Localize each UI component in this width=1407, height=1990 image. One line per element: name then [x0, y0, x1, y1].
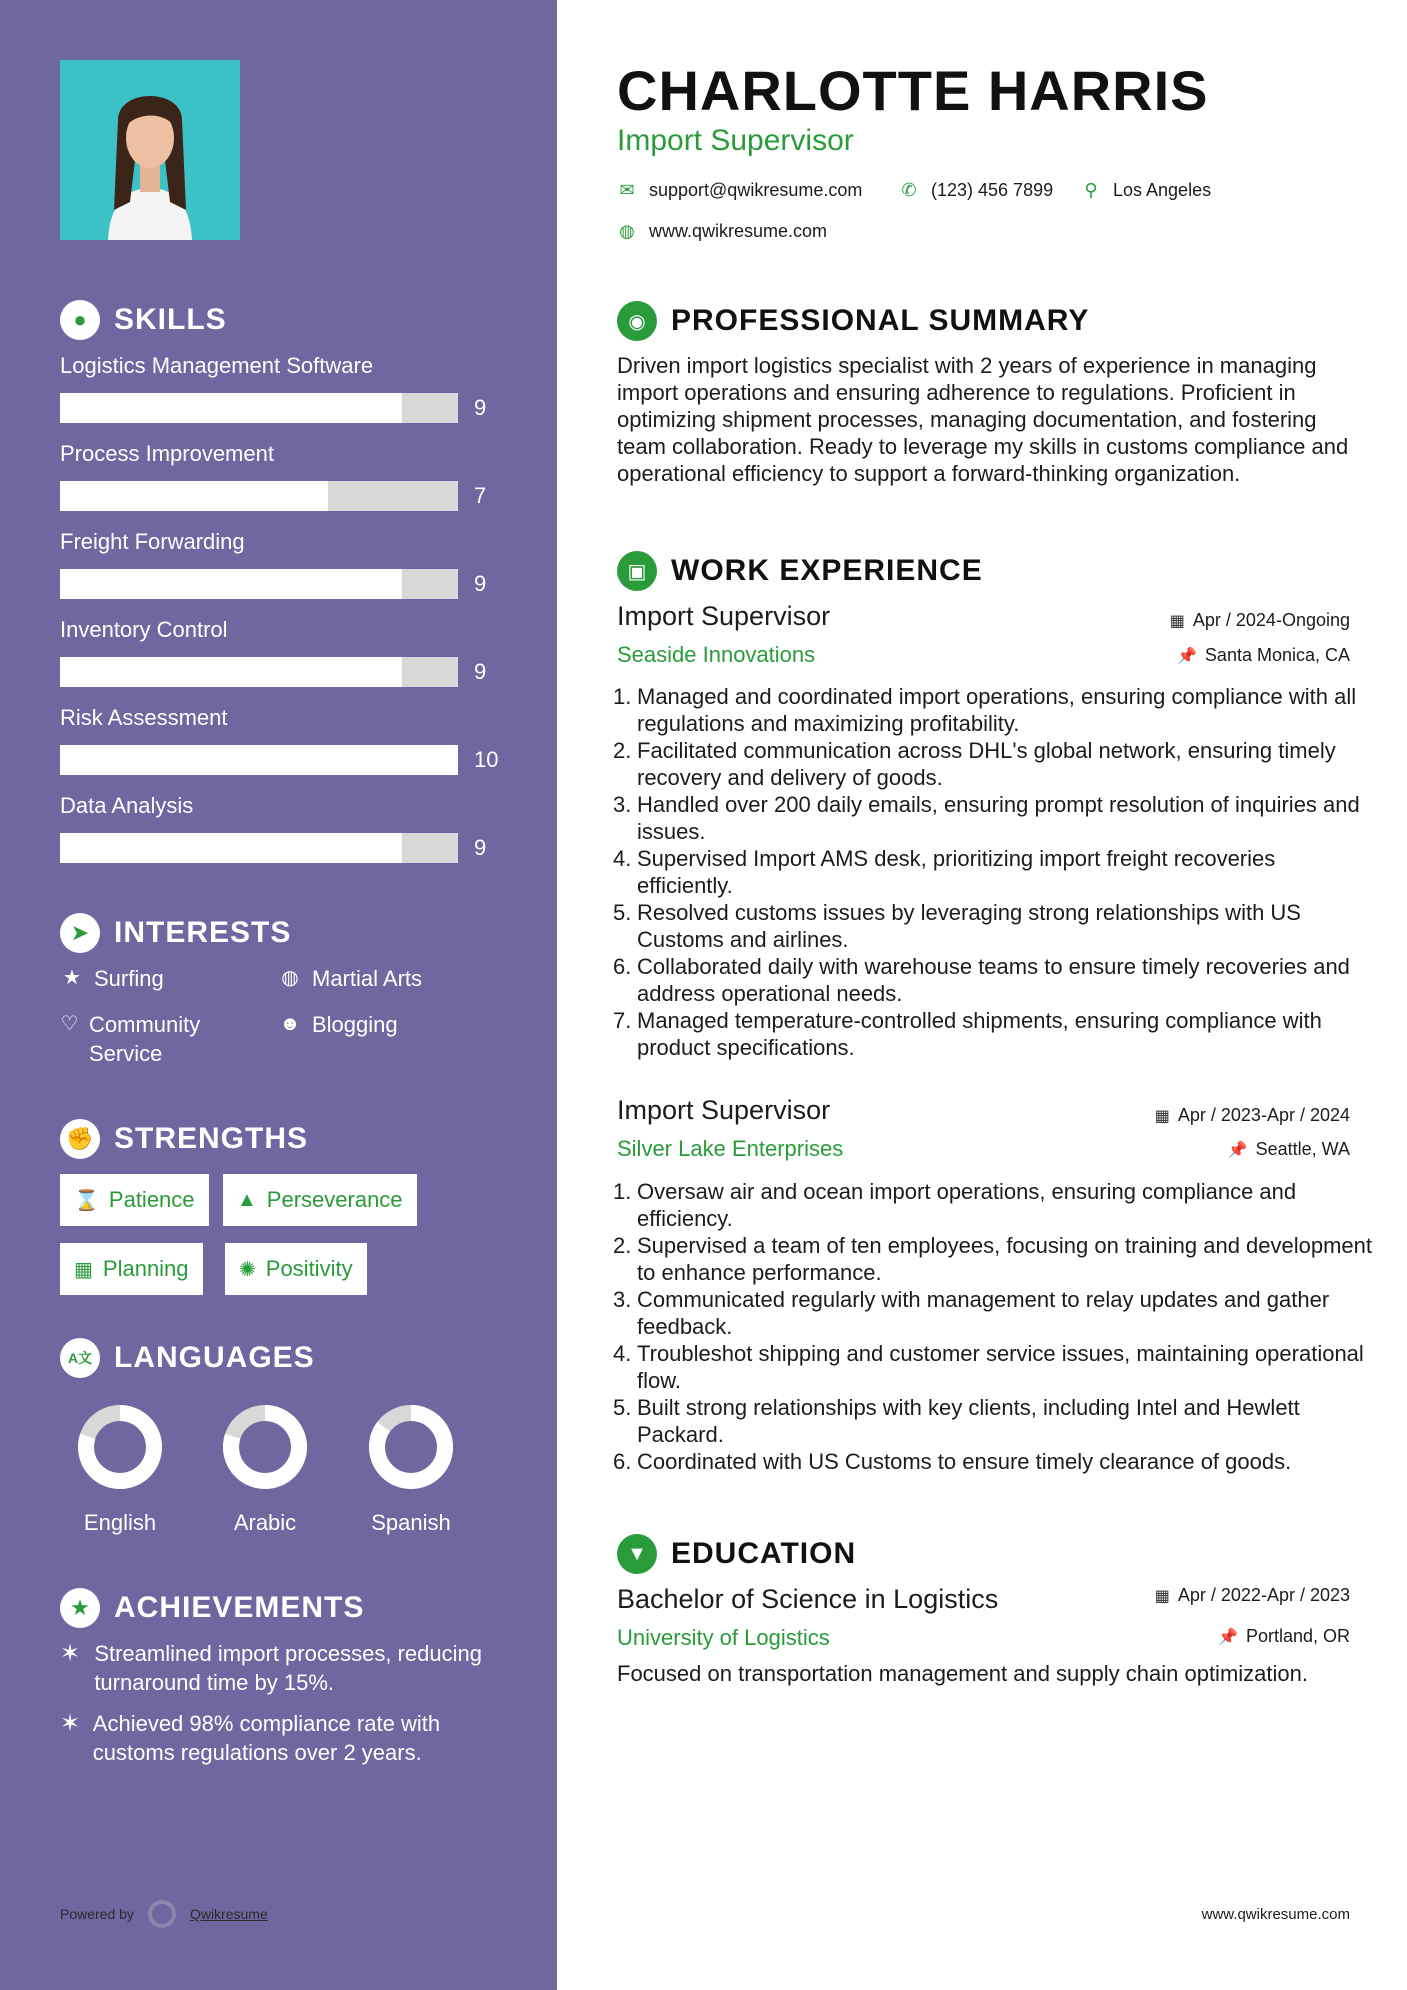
- skills-heading: ● SKILLS: [60, 300, 227, 340]
- skill-bar-fill: [60, 569, 402, 599]
- graduation-icon: ▼: [617, 1534, 657, 1574]
- experience-heading: ▣ WORK EXPERIENCE: [617, 551, 983, 591]
- achievements-heading: ★ ACHIEVEMENTS: [60, 1588, 364, 1628]
- skill-bar: [60, 657, 458, 687]
- strength-badge: ✺ Positivity: [225, 1243, 367, 1295]
- list-item: 5. Resolved customs issues by leveraging strong relationships with US Customs and airlines.: [613, 900, 1301, 952]
- job-dates: ▦ Apr / 2023-Apr / 2024: [1154, 1105, 1350, 1125]
- skill-item: Process Improvement 7: [60, 439, 500, 511]
- user-icon: ◉: [617, 301, 657, 341]
- list-item: 2. Supervised a team of ten employees, focusing on training and development to enhance performance.: [613, 1233, 1373, 1285]
- job-bullets: [613, 683, 1373, 1061]
- star-icon: ★: [63, 967, 81, 989]
- skill-bar-fill: [60, 393, 402, 423]
- skill-bar: [60, 481, 458, 511]
- list-item: 1. Managed and coordinated import operations, ensuring compliance with all regulations and maximizing profitability.: [613, 684, 1357, 736]
- sidebar: [0, 0, 557, 1990]
- job-company: Seaside Innovations: [617, 642, 816, 667]
- language-item: Spanish: [346, 1402, 476, 1536]
- skill-bar-fill: [60, 745, 458, 775]
- job-title: Import Supervisor: [617, 1095, 831, 1125]
- strength-badge: ▲ Perseverance: [223, 1174, 417, 1226]
- list-item: 7. Managed temperature-controlled shipments, ensuring compliance with product specifications.: [613, 1008, 1322, 1060]
- map-pin-icon: ⚲: [1084, 180, 1098, 200]
- interest-item: ♡ Community Service: [60, 1012, 201, 1066]
- school-name: University of Logistics: [617, 1625, 830, 1650]
- qwikresume-logo-icon: [148, 1900, 176, 1928]
- list-item: 3. Handled over 200 daily emails, ensuring prompt resolution of inquiries and issues.: [613, 792, 1360, 844]
- award-icon: ★: [60, 1588, 100, 1628]
- languages-heading: A文 LANGUAGES: [60, 1338, 315, 1378]
- calendar-icon: ▦: [1154, 1107, 1170, 1125]
- users-icon: ☻: [279, 1013, 301, 1035]
- achievement-item: ✶ Achieved 98% compliance rate with customs regulations over 2 years.: [60, 1710, 441, 1765]
- job-dates: ▦ Apr / 2024-Ongoing: [1169, 610, 1350, 630]
- list-item: 4. Troubleshot shipping and customer service issues, maintaining operational flow.: [613, 1341, 1364, 1393]
- degree-title: Bachelor of Science in Logistics: [617, 1584, 999, 1614]
- sun-icon: ✺: [239, 1258, 256, 1281]
- profile-photo: [60, 60, 240, 240]
- envelope-icon: ✉: [619, 180, 635, 200]
- language-ring: [366, 1402, 456, 1492]
- language-item: English: [55, 1402, 185, 1536]
- fist-icon: ✊: [60, 1119, 100, 1159]
- star-burst-icon: ✶: [60, 1710, 81, 1737]
- hourglass-icon: ⌛: [74, 1189, 99, 1212]
- interest-item: ★ Surfing: [60, 964, 164, 993]
- paper-plane-icon: ➤: [60, 913, 100, 953]
- skill-bar-fill: [60, 833, 402, 863]
- list-item: 4. Supervised Import AMS desk, prioritizing import freight recoveries efficiently.: [613, 846, 1276, 898]
- skill-bar: [60, 569, 458, 599]
- skill-item: Logistics Management Software 9: [60, 351, 500, 423]
- list-item: 1. Oversaw air and ocean import operations, ensuring compliance and efficiency.: [613, 1179, 1297, 1231]
- skill-bar-fill: [60, 657, 402, 687]
- list-item: 3. Communicated regularly with management to relay updates and gather feedback.: [613, 1287, 1330, 1339]
- strength-badge: ⌛ Patience: [60, 1174, 209, 1226]
- job-location: 📌 Santa Monica, CA: [1177, 645, 1350, 665]
- job-company: Silver Lake Enterprises: [617, 1136, 844, 1161]
- lightbulb-icon: ●: [60, 300, 100, 340]
- candidate-role: Import Supervisor: [617, 124, 854, 157]
- calendar-icon: ▦: [74, 1258, 93, 1281]
- contact-phone: ✆ (123) 456 7899: [897, 180, 1053, 201]
- education-heading: ▼ EDUCATION: [617, 1534, 856, 1574]
- pushpin-icon: 📌: [1218, 1628, 1238, 1646]
- phone-icon: ✆: [901, 180, 917, 200]
- contact-location: ⚲ Los Angeles: [1079, 180, 1211, 201]
- education-dates: ▦ Apr / 2022-Apr / 2023: [1154, 1585, 1350, 1605]
- list-item: 2. Facilitated communication across DHL's global network, ensuring timely recovery and delivery of goods.: [613, 738, 1336, 790]
- contact-email: ✉ support@qwikresume.com: [615, 180, 862, 201]
- summary-heading: ◉ PROFESSIONAL SUMMARY: [617, 301, 1089, 341]
- skill-bar: [60, 833, 458, 863]
- road-icon: ▲: [237, 1188, 257, 1211]
- job-location: 📌 Seattle, WA: [1227, 1139, 1350, 1159]
- language-ring: [220, 1402, 310, 1492]
- star-burst-icon: ✶: [60, 1640, 81, 1667]
- hand-icon: ♡: [60, 1013, 79, 1035]
- skill-bar-fill: [60, 481, 328, 511]
- calendar-icon: ▦: [1154, 1587, 1170, 1605]
- list-item: 6. Collaborated daily with warehouse teams to ensure timely recoveries and address operational needs.: [613, 954, 1350, 1006]
- skill-item: Inventory Control 9: [60, 615, 500, 687]
- job-title: Import Supervisor: [617, 601, 831, 631]
- qwikresume-link[interactable]: Qwikresume: [189, 1906, 268, 1922]
- job-bullets: [613, 1178, 1373, 1475]
- skill-item: Data Analysis 9: [60, 791, 500, 863]
- language-item: Arabic: [200, 1402, 330, 1536]
- pushpin-icon: 📌: [1227, 1141, 1248, 1159]
- powered-by: Powered by Qwikresume: [60, 1900, 268, 1928]
- skill-bar: [60, 393, 458, 423]
- education-location: 📌 Portland, OR: [1218, 1626, 1350, 1646]
- translate-icon: A文: [60, 1338, 100, 1378]
- pushpin-icon: 📌: [1177, 647, 1197, 665]
- language-ring: [75, 1402, 165, 1492]
- list-item: 6. Coordinated with US Customs to ensure timely clearance of goods.: [613, 1449, 1292, 1474]
- contact-website: ◍ www.qwikresume.com: [615, 221, 827, 242]
- candidate-name: CHARLOTTE HARRIS: [617, 59, 1209, 122]
- briefcase-icon: ▣: [617, 551, 657, 591]
- strengths-heading: ✊ STRENGTHS: [60, 1119, 308, 1159]
- summary-text: Driven import logistics specialist with 2 years of experience in managing import operations and ensuring adherence to regulations. Proficient in optimizing shipment processes, managing documentation, and fostering team collaboration. Ready to leverage my skills in customs compliance and operational efficiency to support a forward-thinking organization.: [617, 353, 1349, 486]
- education-text: Focused on transportation management and supply chain optimization.: [617, 1661, 1308, 1686]
- main-content: [557, 0, 1407, 1990]
- achievement-item: ✶ Streamlined import processes, reducing turnaround time by 15%.: [60, 1640, 482, 1695]
- interest-item: ☻ Blogging: [279, 1012, 398, 1037]
- strength-badge: ▦ Planning: [60, 1243, 203, 1295]
- globe-icon: ◍: [619, 221, 635, 241]
- skill-item: Risk Assessment 10: [60, 703, 500, 775]
- interest-item: ◍ Martial Arts: [278, 964, 422, 993]
- globe-icon: ◍: [281, 967, 299, 989]
- skill-bar: [60, 745, 458, 775]
- skill-item: Freight Forwarding 9: [60, 527, 500, 599]
- interests-heading: ➤ INTERESTS: [60, 913, 291, 953]
- calendar-icon: ▦: [1169, 612, 1185, 630]
- list-item: 5. Built strong relationships with key clients, including Intel and Hewlett Packard.: [613, 1395, 1300, 1447]
- footer-url[interactable]: www.qwikresume.com: [1201, 1906, 1350, 1923]
